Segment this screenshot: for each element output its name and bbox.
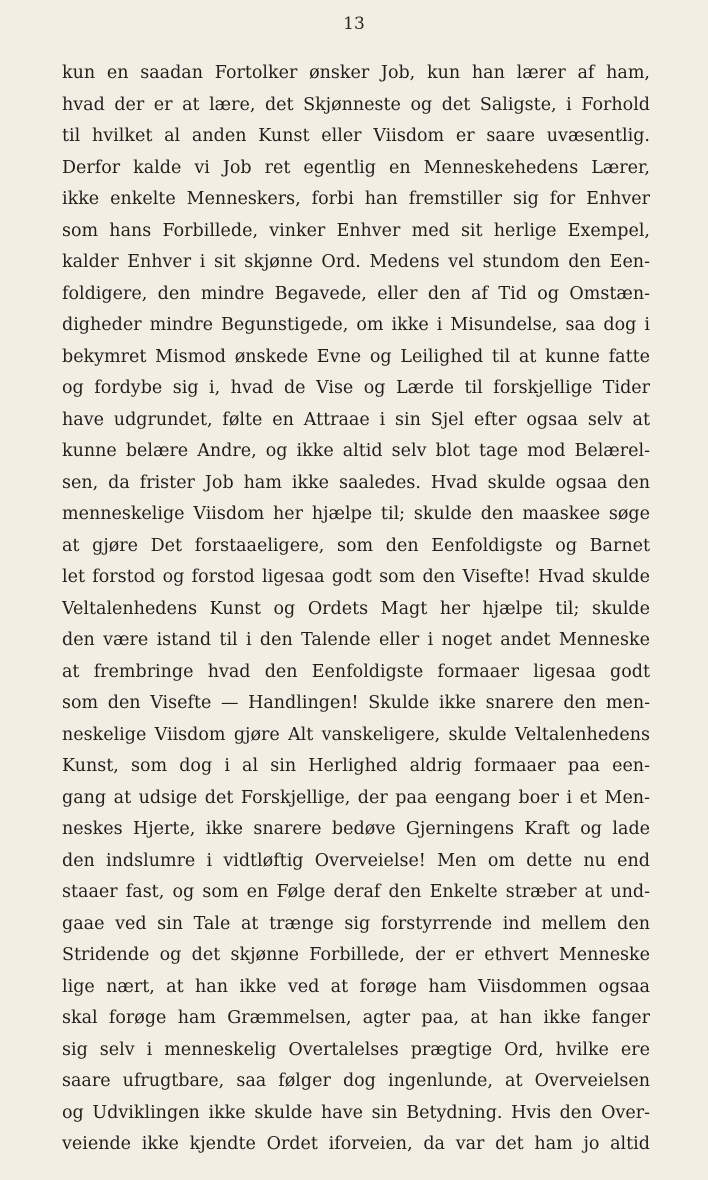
text-line: gaae ved sin Tale at trænge sig forstyrrende ind mellem den [62,913,650,934]
text-line: sig selv i menneskelig Overtalelses prægtige Ord, hvilke ere [62,1039,650,1060]
text-line: at frembringe hvad den Eenfoldigste formaaer ligesaa godt [62,661,650,682]
text-line: at gjøre Det forstaaeligere, som den Eenfoldigste og Barnet [62,535,650,556]
text-line: have udgrundet, følte en Attraae i sin Sjel efter ogsaa selv at [62,409,650,430]
text-line: skal forøge ham Græmmelsen, agter paa, at han ikke fanger [62,1008,650,1028]
text-line: staaer fast, og som en Følge deraf den Enkelte stræber at und- [62,882,650,902]
text-line: gang at udsige det Forskjellige, der paa eengang boer i et Men- [62,787,650,808]
text-line: sen, da frister Job ham ikke saaledes. Hvad skulde ogsaa den [62,472,650,493]
text-line: lige nært, at han ikke ved at forøge ham Viisdommen ogsaa [62,976,650,997]
text-line: til hvilket al anden Kunst eller Viisdom er saare uvæsentlig. [62,126,650,146]
text-line: og Udviklingen ikke skulde have sin Betydning. Hvis den Over- [62,1102,650,1123]
text-line: ikke enkelte Menneskers, forbi han fremstiller sig for Enhver [62,189,650,209]
text-line: Kunst, som dog i al sin Herlighed aldrig formaaer paa een- [62,756,650,776]
text-line: neskes Hjerte, ikke snarere bedøve Gjerningens Kraft og lade [62,819,650,839]
text-line: som hans Forbillede, vinker Enhver med sit herlige Exempel, [62,220,650,241]
text-line: neskelige Viisdom gjøre Alt vanskeligere, skulde Veltalenhedens [62,724,650,745]
text-line: veiende ikke kjendte Ordet iforveien, da var det ham jo altid [62,1134,650,1154]
body-text [62,58,650,1161]
page-number: 13 [343,14,365,34]
text-line: hvad der er at lære, det Skjønneste og det Saligste, i Forhold [62,94,650,115]
text-line: foldigere, den mindre Begavede, eller den af Tid og Omstæn- [62,283,650,304]
text-line: let forstod og forstod ligesaa godt som den Visefte! Hvad skulde [62,567,650,587]
text-line: og fordybe sig i, hvad de Vise og Lærde til forskjellige Tider [62,378,650,398]
text-line: som den Visefte — Handlingen! Skulde ikke snarere den men- [62,693,650,713]
text-line: Stridende og det skjønne Forbillede, der er ethvert Menneske [62,945,650,965]
text-line: digheder mindre Begunstigede, om ikke i Misundelse, saa dog i [62,315,650,335]
text-line: Derfor kalde vi Job ret egentlig en Menneskehedens Lærer, [62,157,650,178]
text-line: saare ufrugtbare, saa følger dog ingenlunde, at Overveielsen [62,1071,650,1091]
text-line: kalder Enhver i sit skjønne Ord. Medens vel stundom den Een- [62,252,650,272]
text-line: kun en saadan Fortolker ønsker Job, kun han lærer af ham, [62,63,650,83]
text-line: den være istand til i den Talende eller i noget andet Menneske [62,630,650,650]
text-line: kunne belære Andre, og ikke altid selv blot tage mod Belærel- [62,441,650,461]
text-line: den indslumre i vidtløftig Overveielse! Men om dette nu end [62,850,650,871]
text-line: bekymret Mismod ønskede Evne og Leilighed til at kunne fatte [62,346,650,367]
text-line: menneskelige Viisdom her hjælpe til; skulde den maaskee søge [62,504,650,524]
text-line: Veltalenhedens Kunst og Ordets Magt her hjælpe til; skulde [62,598,650,619]
